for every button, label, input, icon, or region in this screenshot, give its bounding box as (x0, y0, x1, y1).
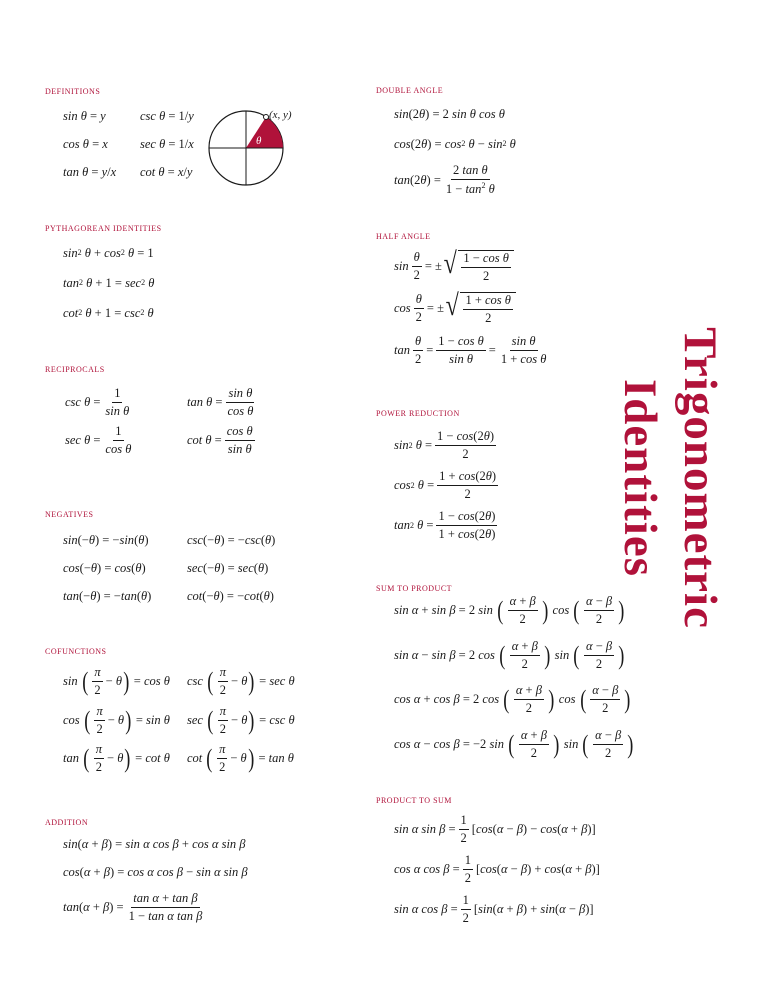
neg-tan: tan (− θ ) = − tan ( θ ) (63, 589, 152, 603)
s2p-4: cos α − cos β = −2 sin ( $\frac{\alpha + \beta}{2}$ ) sin ( $\frac{\alpha - \beta}{2}$ ) (394, 728, 634, 761)
p2s-2: cos α cos β = $\frac{1}{2}$ [ cos ( α − β ) + cos ( α + β )] (394, 853, 600, 886)
def-cot: cot θ = x / y (140, 165, 193, 179)
s2p-3: cos α + cos β = 2 cos ( $\frac{\alpha + \beta}{2}$ ) cos ( $\frac{\alpha - \beta}{2}$ ) (394, 683, 631, 716)
heading-cofunctions: COFUNCTIONS (45, 647, 107, 656)
pyth-1: sin 2 θ + cos 2 θ = 1 (63, 246, 154, 260)
pyth-3: cot 2 θ + 1 = csc 2 θ (63, 306, 154, 320)
heading-reciprocals: RECIPROCALS (45, 365, 105, 374)
def-cos: cos θ = x (63, 137, 108, 151)
heading-definitions: DEFINITIONS (45, 87, 101, 96)
add-cos: cos ( α + β ) = cos α cos β − sin α sin β (63, 865, 248, 879)
s2p-1: sin α + sin β = 2 sin ( $\frac{\alpha + \beta}{2}$ ) cos ( $\frac{\alpha - \beta}{2}$ ) (394, 594, 625, 627)
half-sin: sin $\frac{\theta}{2}$ = ± √ $\frac{\text{1 − cos θ}}{2}$ (394, 250, 514, 283)
def-csc: csc θ = 1/ y (140, 109, 194, 123)
def-sin: sin θ = y (63, 109, 106, 123)
recip-cot: cot θ = $\frac{\text{cos θ}}{\text{sin θ}}$ (187, 424, 253, 457)
p2s-3: sin α cos β = $\frac{1}{2}$ [ sin ( α + β ) + sin ( α − β )] (394, 893, 594, 926)
cof-sin: sin ( $\frac{\pi}{2}$ − θ ) = cos θ (63, 665, 170, 698)
def-tan: tan θ = y / x (63, 165, 117, 179)
heading-addition: ADDITION (45, 818, 89, 827)
recip-tan: tan θ = $\frac{\text{sin θ}}{\text{cos θ}}$ (187, 386, 254, 419)
add-tan: tan ( α + β ) = $\frac{\text{tan α + tan β}}{\text{1 − tan α tan β}}$ (63, 891, 203, 924)
double-tan: tan (2 θ ) = $\frac{\text{2 tan θ}}{1 - \tan^2 \theta}$ (394, 163, 495, 197)
cof-tan: tan ( $\frac{\pi}{2}$ − θ ) = cot θ (63, 742, 170, 775)
power-sin: sin 2 θ = $\frac{1 - \cos(2\theta)}{2}$ (394, 429, 495, 462)
unit-circle-diagram (206, 104, 306, 186)
s2p-2: sin α − sin β = 2 cos ( $\frac{\alpha + \beta}{2}$ ) sin ( $\frac{\alpha - \beta}{2}$ ) (394, 639, 625, 672)
heading-pythagorean: PYTHAGOREAN IDENTITIES (45, 224, 162, 233)
heading-double-angle: DOUBLE ANGLE (376, 86, 444, 95)
neg-sin: sin (− θ ) = − sin ( θ ) (63, 533, 149, 547)
page-title: Trigonometric Identities (614, 327, 726, 629)
cof-csc: csc ( $\frac{\pi}{2}$ − θ ) = sec θ (187, 665, 295, 698)
point-label: (x, y) (269, 109, 292, 121)
def-sec: sec θ = 1/ x (140, 137, 194, 151)
power-tan: tan 2 θ = $\frac{1 - \cos(2\theta)}{1 + \cos(2\theta)}$ (394, 509, 496, 542)
double-sin: sin (2 θ ) = 2 sin θ cos θ (394, 107, 505, 121)
heading-product-to-sum: PRODUCT TO SUM (376, 796, 452, 805)
angle-label: θ (256, 135, 262, 147)
neg-sec: sec (− θ ) = sec ( θ ) (187, 561, 269, 575)
neg-cos: cos (− θ ) = cos ( θ ) (63, 561, 146, 575)
add-sin: sin ( α + β ) = sin α cos β + cos α sin β (63, 837, 246, 851)
recip-sec: sec θ = $\frac{1}{\text{cos θ}}$ (65, 424, 132, 457)
heading-power-reduction: POWER REDUCTION (376, 409, 460, 418)
point-marker (264, 115, 269, 120)
pyth-2: tan 2 θ + 1 = sec 2 θ (63, 276, 155, 290)
p2s-1: sin α sin β = $\frac{1}{2}$ [ cos ( α − β ) − cos ( α + β )] (394, 813, 596, 846)
neg-cot: cot (− θ ) = − cot ( θ ) (187, 589, 274, 603)
heading-sum-to-product: SUM TO PRODUCT (376, 584, 453, 593)
heading-half-angle: HALF ANGLE (376, 232, 431, 241)
heading-negatives: NEGATIVES (45, 510, 94, 519)
cof-sec: sec ( $\frac{\pi}{2}$ − θ ) = csc θ (187, 704, 295, 737)
half-tan: tan $\frac{\theta}{2}$ = $\frac{\text{1 − cos θ}}{\text{sin θ}}$ = $\frac{\text{sin θ}}{\text{1 + cos θ}}$ (394, 334, 547, 367)
recip-csc: csc θ = $\frac{1}{\text{sin θ}}$ (65, 386, 130, 419)
cof-cos: cos ( $\frac{\pi}{2}$ − θ ) = sin θ (63, 704, 170, 737)
cof-cot: cot ( $\frac{\pi}{2}$ − θ ) = tan θ (187, 742, 294, 775)
neg-csc: csc (− θ ) = − csc ( θ ) (187, 533, 276, 547)
half-cos: cos $\frac{\theta}{2}$ = ± √ $\frac{\text{1 + cos θ}}{2}$ (394, 292, 516, 325)
power-cos: cos 2 θ = $\frac{1 + \cos(2\theta)}{2}$ (394, 469, 497, 502)
angle-wedge (246, 117, 283, 148)
double-cos: cos (2 θ ) = cos 2 θ − sin 2 θ (394, 137, 516, 151)
